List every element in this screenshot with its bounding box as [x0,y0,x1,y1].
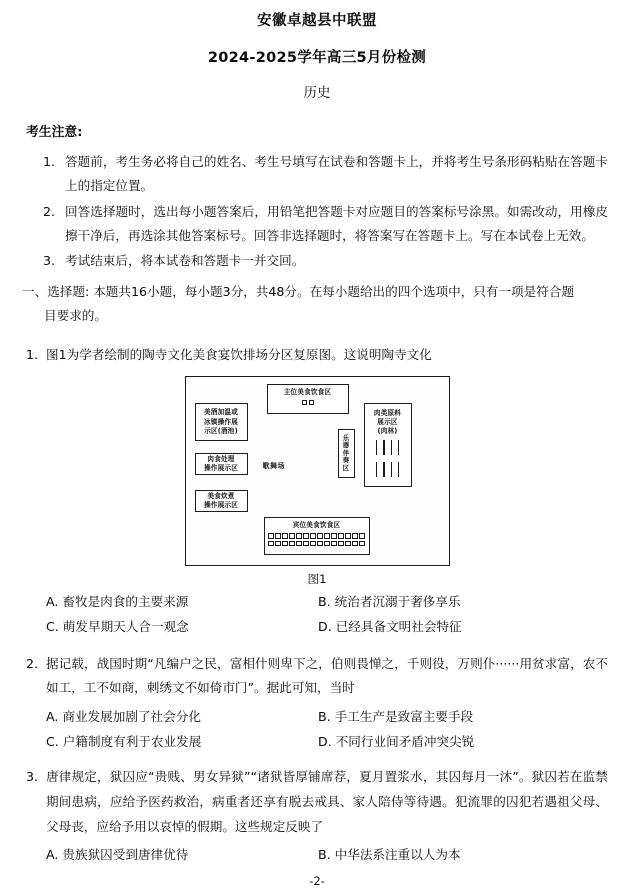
seat-square [268,541,273,546]
figure-1 [26,376,608,586]
wine-area-label-line: 美酒加温或 [204,408,238,417]
exam-page [0,14,634,893]
seat-square [282,541,287,546]
page-title: 安徽卓越县中联盟 [257,13,377,29]
question-stem [26,765,608,839]
seat-square [289,541,294,546]
option-c[interactable]: C. 户籍制度有利于农业发展 [46,734,202,750]
seat-square [303,533,308,538]
question-stem [26,652,608,701]
host-dining-area-box [267,384,349,414]
meat-mark [398,440,399,455]
option-b[interactable]: B. 手工生产是致富主要手段 [318,708,474,724]
notice-item [43,249,608,273]
seat-square [296,541,301,546]
option-a[interactable]: A. 畜牧是肉食的主要来源 [46,593,189,609]
option-row [46,589,608,614]
question-text: 唐律规定，狱囚应“贵贱、男女异狱”“诸狱皆厚铺席荐，夏月置浆水，其囚每月一沐”。狱囚若在监禁期间患病，应给予医药救治，病重者还享有脱去戒具、家人陪侍等待遇。犯流罪的囚犯若遇祖父母、父母丧，应给予用以哀悼的假期。这些规定反映了 [46,769,608,834]
wine-area-label-line: 冰镇操作展 [204,417,238,426]
option-row [46,842,608,867]
wine-area-label-line: 示区(酒池) [204,426,238,435]
seat-square [338,541,343,546]
seat-square [338,533,343,538]
notice-item-text: 回答选择题时，选出每小题答案后，用铅笔把答题卡对应题目的答案标号涂黑。如需改动，用橡皮擦干净后，再选涂其他答案标号。回答非选择题时，将答案写在答题卡上。写在本试卷上无效。 [65,203,608,243]
notice-item-number: 1. [43,154,56,170]
candidate-notice [26,124,608,274]
seat-square [359,533,364,538]
seat-square [352,533,357,538]
option-c[interactable]: C. 萌发早期天人合一观念 [46,619,189,635]
question-text: 据记载，战国时期“凡编户之民，富相什则卑下之，伯则畏惮之，千则役，万则仆······用贫求富，农不如工，工不如商，刺绣文不如倚市门”。据此可知，当时 [46,655,608,696]
seat-square [345,541,350,546]
host-seat-squares [302,400,314,405]
seat-square [324,541,329,546]
meat-mark [383,462,384,477]
seat-square [352,541,357,546]
seat-square [275,533,280,538]
meat-display-label-line: 肉类原料 [373,409,402,418]
seat-square [275,541,280,546]
section-heading [22,280,608,328]
notice-item-text: 答题前，考生务必将自己的姓名、考生号填写在试卷和答题卡上，并将考生号条形码粘贴在答题卡上的指定位置。 [65,154,608,194]
guest-seat-squares [268,533,364,548]
cook-area-label-line: 美食炊煮 [207,491,235,500]
seat-square [296,533,301,538]
music-accompaniment-area-box [338,429,355,478]
seat-square [310,541,315,546]
seat-square [331,541,336,546]
guest-seat-row [268,533,364,538]
meat-mark [398,462,399,477]
seat-square [282,533,287,538]
seat-square [317,533,322,538]
guest-seat-row [268,541,364,546]
option-a[interactable]: A. 商业发展加剧了社会分化 [46,708,201,724]
hanging-meat-row [366,462,410,477]
figure-caption: 图1 [307,572,327,587]
option-d[interactable]: D. 不同行业间矛盾冲突尖锐 [318,734,475,750]
meat-mark [391,440,392,455]
meat-mark [391,462,392,477]
exam-name: 2024-2025学年高三5月份检测 [207,49,427,66]
question-1-options [46,589,608,640]
document-header [0,14,634,101]
section-heading-line2: 目要求的。 [44,308,107,324]
music-area-label-char: 伴 [342,448,350,457]
question-2-options [46,704,608,755]
option-d[interactable]: D. 已经具备文明社会特征 [318,619,462,635]
question-3-options [46,842,608,867]
seat-square [331,533,336,538]
section-heading-line1: 一、选择题: 本题共16小题，每小题3分，共48分。在每小题给出的四个选项中，只有一项是符合题 [22,284,575,300]
page-number: -2- [309,874,325,888]
meat-display-label-line: (肉林) [377,427,398,436]
wine-processing-area-box [195,403,248,441]
seat-square [317,541,322,546]
guest-dining-area-label: 宾位美食饮食区 [292,521,341,530]
notice-item [43,200,608,248]
seat-square [324,533,329,538]
notice-item-text: 考试结束后，将本试卷和答题卡一并交回。 [65,252,305,268]
music-area-label-char: 区 [342,463,350,472]
cooking-demonstration-area-box [195,490,248,512]
option-b[interactable]: B. 中华法系注重以人为本 [318,847,461,863]
question-3 [26,765,608,867]
notice-item-number: 3. [43,252,56,268]
music-area-label-char: 乐 [342,433,350,442]
meat-preparation-area-box [195,453,248,475]
question-number: 3. [26,769,39,785]
taosi-banquet-diagram [185,376,450,566]
meat-prep-label-line: 操作展示区 [204,464,238,473]
meat-display-area-box [364,403,412,487]
meat-display-label-line: 展示区 [377,418,398,427]
notice-title: 考生注意: [26,124,83,140]
question-2 [26,652,608,755]
question-number: 1. [26,346,39,362]
seat-square [303,541,308,546]
subject-name: 历史 [303,85,331,101]
option-row [46,614,608,639]
question-text: 图1为学者绘制的陶寺文化美食宴饮排场分区复原图。这说明陶寺文化 [46,346,432,362]
meat-mark [383,440,384,455]
hanging-meat-row [366,440,410,455]
seat-square [345,533,350,538]
notice-item-number: 2. [43,203,56,219]
seat-square [309,400,314,405]
seat-square [302,400,307,405]
question-1 [26,343,608,640]
option-b[interactable]: B. 统治者沉溺于奢侈享乐 [318,593,461,609]
music-area-label-char: 奏 [342,456,350,465]
seat-square [289,533,294,538]
seat-square [359,541,364,546]
seat-square [310,533,315,538]
stage-area-label: 歌舞场 [262,462,285,471]
option-a[interactable]: A. 贵族狱囚受到唐律优待 [46,847,189,863]
meat-mark [376,462,377,477]
seat-square [268,533,273,538]
meat-prep-label-line: 肉食处理 [207,454,235,463]
hanging-meat-marks [366,440,410,484]
music-area-label-char: 器 [342,441,350,450]
option-row [46,729,608,754]
meat-mark [376,440,377,455]
question-number: 2. [26,655,39,671]
question-stem [26,343,608,368]
notice-item [43,150,608,198]
cook-area-label-line: 操作展示区 [204,501,238,510]
host-dining-area-label: 主位美食饮食区 [283,388,332,397]
guest-dining-area-box [264,517,370,555]
option-row [46,704,608,729]
